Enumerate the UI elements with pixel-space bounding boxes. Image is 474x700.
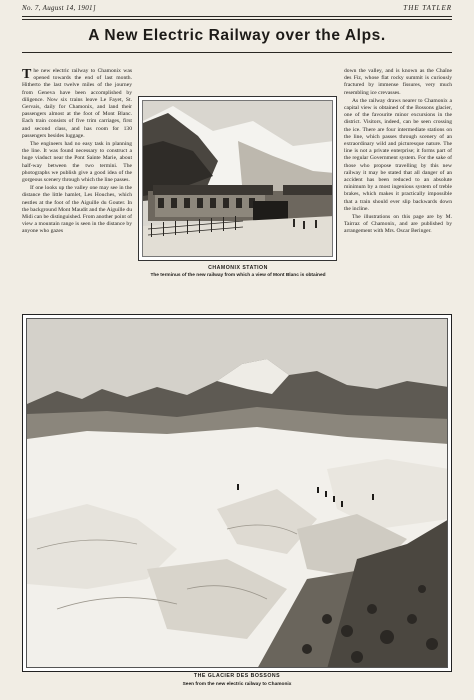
- paragraph: he new electric railway to Chamonix was opened towards the end of last month. Hitherto the last twelve miles of the journey from Geneva have been accomplished by diligence. Now six trains leave Le Fayet, St. Gervais, daily for Chamonix, and land their passengers almost at the foot of Mont Blanc. Each train consists of five trim carriages, first and second class, and has room for 130 passengers besides luggage.: [22, 68, 132, 139]
- drop-cap: T: [22, 67, 32, 82]
- paragraph: The engineers had no easy task in planning the line. It was found necessary to construct a huge viaduct near the Pont Sainte Marie, about half-way between the two termini. The photographs we publish give a good idea of the gorgeous scenery through which the line passes.: [22, 141, 132, 184]
- paragraph: If one looks up the valley one may see in the distance the little hamlet, Les Houches, which nestles at the foot of the Aiguille du Gouter. In the background Mont Maudit and the Aiguille du Midi can be distinguished. From another point of view a mountain range is seen in the distance by anyone who gazes: [22, 185, 132, 235]
- station-photo: [138, 96, 337, 261]
- paragraph: down the valley, and is known as the Chaîne des Fiz, whose flat rocky summit is curiously fractured by immense fissures, very much resembling ice crevasses.: [344, 68, 452, 96]
- glacier-photo-image: [27, 319, 448, 668]
- caption-subtitle: The terminus of the new railway from which a view of Mont Blanc is obtained: [150, 273, 326, 278]
- page-title: A New Electric Railway over the Alps.: [88, 27, 386, 44]
- caption-title: CHAMONIX STATION: [208, 265, 268, 271]
- issue-line: No. 7, August 14, 1901]: [22, 4, 96, 12]
- header-rule: [22, 16, 452, 17]
- magazine-name: THE TATLER: [403, 4, 452, 12]
- article-column-right: [344, 68, 452, 236]
- station-caption: [133, 265, 343, 278]
- caption-title: THE GLACIER DES BOSSONS: [193, 673, 281, 679]
- header-rule-thin: [22, 19, 452, 20]
- caption-subtitle: Seen from the new electric railway to Chamonix: [182, 682, 292, 687]
- paragraph: As the railway draws nearer to Chamonix a capital view is obtained of the Bossons glacier, one of the favourite minor excursions in the district. Visitors, indeed, can be seen crossing the ice. There are four intermediate stations on the line, which passes through scenery of an extraordinary wild and picturesque nature. The line is not a private enterprise; it forms part of the regular Government system. For the sake of those who propose travelling by this new railway it may be stated that all danger of an accident has been reduced to an absolute minimum by a most ingenious system of treble brakes, which makes it practically impossible that a train should ever slip backwards down the incline.: [344, 97, 452, 212]
- glacier-caption: [22, 673, 452, 687]
- title-rule: [22, 52, 452, 53]
- glacier-photo: [22, 314, 452, 672]
- running-header: [22, 4, 452, 16]
- station-photo-image: [143, 101, 333, 257]
- paragraph: The illustrations on this page are by M. Tairraz of Chamonix, and are published by arrangement with Mrs. Oscar Beringer.: [344, 214, 452, 235]
- article-column-left: [22, 68, 132, 236]
